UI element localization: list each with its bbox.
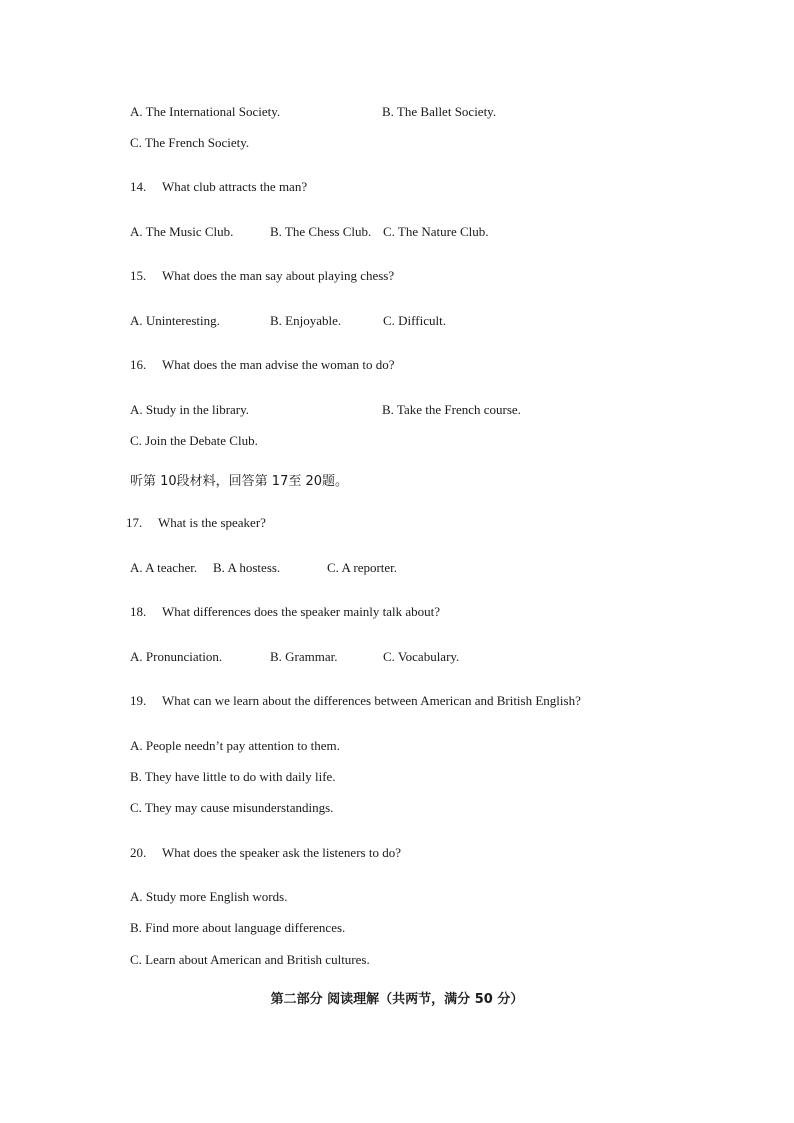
question-text: What does the man say about playing chess? — [162, 268, 395, 283]
q16-option-c: C. Join the Debate Club. — [130, 433, 258, 448]
q13-option-c: C. The French Society. — [130, 135, 250, 150]
q20-option-b: B. Find more about language differences. — [130, 920, 346, 935]
question-number: 18. — [130, 604, 147, 619]
question-text: What does the man advise the woman to do? — [162, 357, 395, 372]
q14-option-a: A. The Music Club. — [130, 224, 234, 239]
question-number: 17. — [126, 515, 143, 530]
q17-option-c: C. A reporter. — [327, 560, 398, 575]
question-number: 15. — [130, 268, 147, 283]
q19-option-a: A. People needn’t pay attention to them. — [130, 738, 340, 753]
q19-option-b: B. They have little to do with daily life. — [130, 769, 336, 784]
q20-option-a: A. Study more English words. — [130, 889, 288, 904]
q18-option-b: B. Grammar. — [270, 649, 338, 664]
question-text: What is the speaker? — [158, 515, 266, 530]
question-14 — [130, 178, 307, 196]
q15-option-a: A. Uninteresting. — [130, 313, 220, 328]
q18-option-a: A. Pronunciation. — [130, 649, 223, 664]
q17-option-b: B. A hostess. — [213, 560, 281, 575]
question-20 — [130, 844, 401, 862]
q14-option-c: C. The Nature Club. — [383, 224, 489, 239]
question-number: 16. — [130, 357, 147, 372]
q13-option-a: A. The International Society. — [130, 104, 281, 119]
q16-option-b: B. Take the French course. — [382, 402, 521, 417]
question-text: What club attracts the man? — [162, 179, 308, 194]
section-instruction: 听第 10段材料，回答第 17至 20题。 — [130, 474, 349, 489]
q18-option-c: C. Vocabulary. — [383, 649, 460, 664]
question-number: 19. — [130, 693, 147, 708]
question-18 — [130, 603, 440, 621]
question-16 — [130, 356, 395, 374]
q14-option-b: B. The Chess Club. — [270, 224, 372, 239]
q20-option-c: C. Learn about American and British cultures. — [130, 952, 370, 967]
question-text: What does the speaker ask the listeners to do? — [162, 845, 401, 860]
part2-heading: 第二部分 阅读理解（共两节，满分 50 分） — [270, 992, 524, 1007]
question-number: 14. — [130, 179, 147, 194]
q15-option-c: C. Difficult. — [383, 313, 446, 328]
question-text: What differences does the speaker mainly talk about? — [162, 604, 441, 619]
question-text: What can we learn about the differences between American and British English? — [162, 693, 581, 708]
q19-option-c: C. They may cause misunderstandings. — [130, 800, 334, 815]
q15-option-b: B. Enjoyable. — [270, 313, 342, 328]
question-17 — [126, 514, 266, 532]
q17-option-a: A. A teacher. — [130, 560, 198, 575]
q13-option-b: B. The Ballet Society. — [382, 104, 497, 119]
q16-option-a: A. Study in the library. — [130, 402, 250, 417]
question-number: 20. — [130, 845, 147, 860]
question-19 — [130, 692, 581, 710]
question-15 — [130, 267, 394, 285]
